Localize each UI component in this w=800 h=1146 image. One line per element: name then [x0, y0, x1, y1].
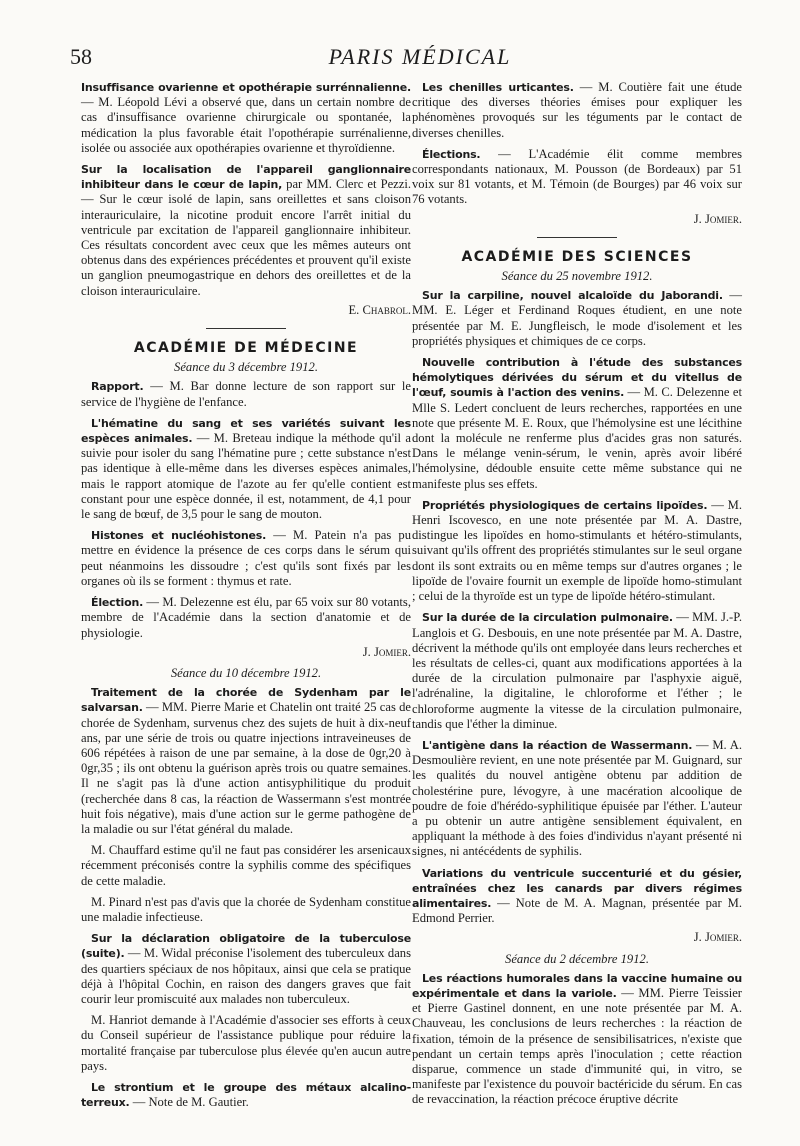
- paragraph-text: — M. Delezenne est élu, par 65 voix sur 80 votants, membre de l'Académie dans la section d'anatomie et de physiologie.: [81, 595, 411, 640]
- paragraph-text: — M. Patein n'a pas pu mettre en évidence la présence de ces corps dans le sérum qui peut néanmoins les dissoudre ; c'est qu'ils sont fixés par les organes où ils se forment : thymus et rate.: [81, 528, 411, 588]
- paragraph: [81, 1080, 411, 1110]
- paragraph: M. Pinard n'est pas d'avis que la chorée de Sydenham constitue une maladie infectieuse.: [81, 894, 411, 924]
- paragraph-text: — MM. Pierre Teissier et Pierre Gastinel donnent, en une note présentée par M. A. Chauveau, les conclusions de leurs recherches : la réaction de fixation, témoin de la présence de sensibilisatrices, n'existe que pendant un certain temps après l'inoculation ; cette réaction disparue, commence un stade d'immunité qui, in vitro, se manifeste par l'existence du pouvoir bactéricide du sérum. En cas de revaccination, la réaction précoce éruptive décrite: [412, 985, 742, 1107]
- paragraph-title: Nouvelle contribution à l'étude des substances hémolytiques dérivées du sérum et du vitellus de l'œuf, soumis à l'action des venins.: [412, 356, 742, 400]
- paragraph-text: — M. Henri Iscovesco, en une note présentée par M. A. Dastre, distingue les lipoïdes en homo-stimulants et hétéro-stimulants, suivant qu'ils offrent des propriétés stimulantes sur le seul organe dont ils sont extraits ou en même temps sur d'autres organes ; le lipoïde de l'ovaire fournit un exemple de lipoïde homo-stimulant ; celui de la thyroïde est un type de lipoïde hétéro-stimulant.: [412, 497, 742, 604]
- paragraph-title: Insuffisance ovarienne et opothérapie surrénnalienne.: [81, 81, 411, 94]
- paragraph: [81, 595, 411, 641]
- paragraph: [412, 147, 742, 208]
- paragraph-text: — M. Widal préconise l'isolement des tuberculeux dans des quartiers spéciaux de nos hôpitaux, ainsi que cela se pratique déjà à l'hôpital Cochin, en raison des dangers graves que fait courir leur promiscuité aux malades non tuberculeux.: [81, 946, 411, 1006]
- paragraph: [81, 416, 411, 522]
- session-date: Séance du 3 décembre 1912.: [174, 360, 318, 375]
- paragraph: [412, 288, 742, 349]
- signature: E. Chabrol.: [348, 302, 411, 317]
- paragraph-title: Traitement de la chorée de Sydenham par le salvarsan.: [81, 686, 411, 715]
- paragraph-text: — Note de M. A. Magnan, présentée par M. Edmond Perrier.: [412, 895, 742, 926]
- paragraph-text: par MM. Clerc et Pezzi. — Sur le cœur isolé de lapin, sans oreillettes et sans cloison interauriculaire, la nicotine produit encore l'arrêt initial du ventricule par excitation de l'appareil ganglionnaire inhibiteur. Ces résultats concordent avec ceux que les mêmes auteurs ont obtenus dans des expériences précédentes et prouvent qu'il existe un ganglion pneumogastrique en dehors des oreillettes et de la cloison interauriculaire.: [81, 177, 411, 298]
- paragraph-title: Histones et nucléohistones.: [91, 529, 267, 543]
- paragraph-title: Élections.: [422, 147, 481, 161]
- session-date: Séance du 25 novembre 1912.: [501, 269, 653, 284]
- paragraph-text: — M. A. Desmoulière revient, en une note présentée par M. Guignard, sur les qualités du nouvel antigène obtenu par addition de cholestérine pure, lévogyre, à une macération alcoolique de poudre de foie d'hérédo-syphilitique épuisée par l'éther. L'auteur a pu obtenir un autre antigène sensiblement équivalent, en appliquant la méthode à des foies d'individus n'ayant présenté ni signes, ni antécédents de syphilis.: [412, 737, 742, 859]
- paragraph-text: — M. Coutière fait une étude critique des diverses théories émises pour expliquer les phénomènes provoqués sur les téguments par le contact de diverses chenilles.: [412, 80, 742, 140]
- paragraph-title: Les réactions humorales dans la vaccine humaine ou expérimentale et dans la variole.: [412, 971, 742, 1000]
- left-column: [81, 80, 411, 1116]
- paragraph: [81, 80, 411, 156]
- paragraph-title: Les chenilles urticantes.: [422, 81, 574, 94]
- paragraph-text: — MM. Pierre Marie et Chatelin ont traité 25 cas de chorée de Sydenham, survenus chez des sujets de huit à dix-neuf ans, par une série de trois ou quatre injections intraveineuses de 606 répétées à raison de une par semaine, à la dose de 0gr,20 à 0gr,35 ; ils ont obtenu la guérison après trois ou quatre semaines. Il ne s'agit pas là d'une action antisyphilitique du produit (recherchée dans 8 cas, la réaction de Wassermann s'est montrée huit fois négative), mais d'une action sur le germe pathogène de la maladie ou sur l'état général du malade.: [81, 700, 411, 836]
- session-date: Séance du 2 décembre 1912.: [505, 951, 649, 966]
- paragraph-title: Élection.: [91, 596, 144, 610]
- section-title: ACADÉMIE DES SCIENCES: [461, 248, 693, 265]
- paragraph: [412, 355, 742, 492]
- signature: J. Jomier.: [362, 644, 411, 659]
- paragraph-title: Propriétés physiologiques de certains lipoïdes.: [422, 498, 708, 512]
- paragraph-text: — L'Académie élit comme membres correspondants nationaux, M. Pousson (de Bordeaux) par 51 voix sur 81 votants, et M. Témoin (de Bourges) par 46 voix sur 76 votants.: [412, 146, 742, 207]
- signature: J. Jomier.: [693, 930, 742, 945]
- paragraph-title: Sur la durée de la circulation pulmonaire.: [422, 611, 673, 625]
- paragraph: [412, 738, 742, 860]
- paragraph: [81, 162, 411, 299]
- paragraph-title: Sur la localisation de l'appareil ganglionnaire inhibiteur dans le cœur de lapin,: [81, 163, 411, 192]
- paragraph-title: Variations du ventricule succenturié et du gésier, entraînées chez les canards par divers régimes alimentaires.: [412, 866, 742, 910]
- paragraph: [412, 610, 742, 732]
- paragraph-text: — MM. J.-P. Langlois et G. Desbouis, en une note présentée par M. A. Dastre, décrivent la méthode qu'ils ont employée dans leurs recherches et les résultats de celles-ci, quant aux modifications apportées à la durée de la circulation pulmonaire par l'asphyxie aiguë, l'adrénaline, la digitaline, le chloroforme et l'éther ; le chloroforme augmente la vitesse de la circulation pulmonaire, tandis que l'éther la diminue.: [412, 610, 742, 731]
- section-divider: [206, 328, 286, 329]
- paragraph: [412, 80, 742, 141]
- paragraph: [412, 971, 742, 1108]
- section-title: ACADÉMIE DE MÉDECINE: [133, 340, 359, 357]
- paragraph: [81, 379, 411, 409]
- paragraph: [412, 498, 742, 604]
- paragraph-title: Rapport.: [91, 380, 144, 394]
- signature: J. Jomier.: [693, 211, 742, 226]
- paragraph: [412, 866, 742, 927]
- section-divider: [537, 237, 617, 238]
- paragraph-title: Sur la carpiline, nouvel alcaloïde du Jaborandi.: [422, 289, 723, 303]
- paragraph-title: Sur la déclaration obligatoire de la tuberculose (suite).: [81, 932, 411, 961]
- paragraph: M. Chauffard estime qu'il ne faut pas considérer les arsenicaux récemment préconisés contre la syphilis comme des spécifiques de cette maladie.: [81, 843, 411, 888]
- paragraph-text: — Note de M. Gautier.: [132, 1095, 249, 1110]
- paragraph-title: L'hématine du sang et ses variétés suivant les espèces animales.: [81, 416, 411, 446]
- paragraph-text: — M. C. Delezenne et Mlle S. Ledert concluent de leurs recherches, rapportées en une note que présente M. E. Roux, que l'hémolysine est une lécithine dont la molécule ne renferme plus d'acides gras non saturés. Dans le mélange venin-sérum, le venin, après avoir libéré l'hémolysine, dédouble ensuite cette même substance qui ne manifeste plus ses effets.: [412, 385, 743, 491]
- page-header: [0, 0, 800, 78]
- page-number: 58: [70, 44, 92, 69]
- session-date: Séance du 10 décembre 1912.: [170, 665, 322, 680]
- paragraph: [81, 528, 411, 589]
- paragraph: [81, 931, 411, 1007]
- running-title: PARIS MÉDICAL: [328, 44, 512, 69]
- paragraph-text: — M. Léopold Lévi a observé que, dans un certain nombre de cas d'insuffisance ovarienne chirurgicale ou spontanée, la médication la plus favorable était l'opothérapie surrénalienne, isolée ou associée aux opothérapies ovarienne et thyroïdienne.: [81, 95, 411, 155]
- paragraph-title: L'antigène dans la réaction de Wassermann.: [422, 738, 693, 752]
- paragraph: M. Hanriot demande à l'Académie d'associer ses efforts à ceux du Conseil supérieur de l'assistance publique pour réduire la mortalité française par tuberculose plus élevée qu'en aucun autre pays.: [81, 1013, 411, 1073]
- paragraph-text: — MM. E. Léger et Ferdinand Roques étudient, en une note présentée par M. E. Jungfleisch, le mode d'isolement et les propriétés physiques et chimiques de ce corps.: [412, 288, 742, 348]
- paragraph: [81, 685, 411, 837]
- paragraph-title: Le strontium et le groupe des métaux alcalino-terreux.: [81, 1080, 411, 1110]
- paragraph-text: — M. Breteau indique la méthode qu'il a suivie pour isoler du sang l'hématine pure ; cette substance n'est pas identique à elle-même dans les diverses espèces animales, mais le rapport atomique de l'azote au fer qu'elle contient est constant pour une espèce donnée, il est, notamment, de 4,1 pour le sang de bœuf, de 3,5 pour le sang de mouton.: [81, 431, 411, 522]
- paragraph-text: — M. Bar donne lecture de son rapport sur le service de l'hygiène de l'enfance.: [81, 379, 411, 409]
- right-column: [412, 80, 742, 1114]
